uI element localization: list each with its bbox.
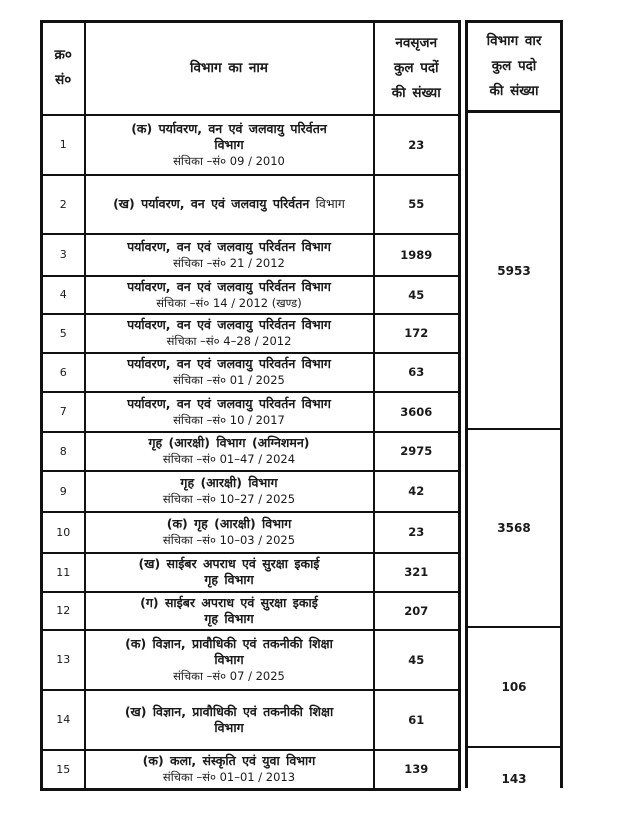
header-new-posts-line2: कुल पदों (393, 59, 439, 76)
serial-number-cell: 8 (42, 432, 85, 471)
table-row (42, 175, 460, 234)
department-name: (ख) साईबर अपराध एवं सुरक्षा इकाई (138, 556, 320, 571)
new-posts-count-cell: 321 (374, 553, 460, 592)
header-new-posts-line1: नवसृजन (395, 34, 438, 51)
header-new-posts-line3: की संख्या (391, 84, 441, 101)
department-name: (क) कला, संस्कृति एवं युवा विभाग (142, 753, 316, 769)
department-name-cell (85, 690, 374, 750)
table-row (42, 592, 460, 630)
file-number: संचिका –सं० 10–27 / 2025 (162, 492, 296, 506)
new-posts-count-cell: 23 (374, 512, 460, 553)
file-number: संचिका –सं० 01 / 2025 (173, 373, 285, 387)
department-name-cell (85, 750, 374, 790)
department-name: गृह (आरक्षी) विभाग (अग्निशमन) (148, 435, 310, 450)
group-total-cell: 5953 (468, 113, 560, 430)
posts-table (40, 20, 563, 791)
serial-number-cell: 11 (42, 553, 85, 592)
department-name-cell (85, 314, 374, 353)
table-row (42, 353, 460, 392)
table-row (42, 553, 460, 592)
serial-number-cell: 9 (42, 471, 85, 512)
table-row (42, 471, 460, 512)
department-name: (ख) पर्यावरण, वन एवं जलवायु परिर्वतन (113, 196, 310, 211)
group-total-cell: 3568 (468, 430, 560, 628)
group-totals-body (465, 113, 563, 788)
file-number: संचिका –सं० 01–01 / 2013 (162, 770, 296, 785)
new-posts-count-cell: 139 (374, 750, 460, 790)
department-name-cell (85, 234, 374, 276)
department-name-cell (85, 592, 374, 630)
department-name-cell (85, 175, 374, 234)
serial-number-cell: 13 (42, 630, 85, 690)
serial-number-cell: 10 (42, 512, 85, 553)
department-name-cell (85, 276, 374, 314)
header-new-posts-count (374, 22, 460, 115)
department-name: (ग) साईबर अपराध एवं सुरक्षा इकाई (140, 594, 318, 610)
header-dept-total-line2: कुल पदो (491, 58, 537, 74)
table-row (42, 630, 460, 690)
department-name-line2: विभाग (214, 136, 244, 152)
header-serial-line2: सं० (55, 72, 72, 89)
department-name-light: विभाग (315, 196, 345, 211)
serial-number-cell: 7 (42, 392, 85, 432)
department-name: पर्यावरण, वन एवं जलवायु परिर्वतन विभाग (127, 238, 331, 254)
new-posts-count-cell: 42 (374, 471, 460, 512)
department-name: पर्यावरण, वन एवं जलवायु परिर्वतन विभाग (127, 317, 331, 332)
table-row (42, 690, 460, 750)
new-posts-count-cell: 207 (374, 592, 460, 630)
department-name: पर्यावरण, वन एवं जलवायु परिवर्तन विभाग (127, 356, 331, 371)
table-row (42, 314, 460, 353)
department-name-cell (85, 471, 374, 512)
new-posts-count-cell: 1989 (374, 234, 460, 276)
department-name-cell (85, 353, 374, 392)
department-name-cell (85, 630, 374, 690)
table-row (42, 392, 460, 432)
serial-number-cell: 6 (42, 353, 85, 392)
department-name-cell (85, 553, 374, 592)
new-posts-count-cell: 45 (374, 276, 460, 314)
serial-number-cell: 1 (42, 115, 85, 175)
serial-number-cell: 3 (42, 234, 85, 276)
header-department-wise-total (465, 20, 563, 113)
serial-number-cell: 5 (42, 314, 85, 353)
header-department-name: विभाग का नाम (85, 22, 374, 115)
department-name: (क) विज्ञान, प्रावौधिकी एवं तकनीकी शिक्षा (125, 635, 333, 651)
file-number: संचिका –सं० 01–47 / 2024 (162, 452, 296, 466)
department-name: (क) पर्यावरण, वन एवं जलवायु परिर्वतन (131, 120, 327, 136)
header-serial-number (42, 22, 85, 115)
main-table (40, 20, 461, 791)
department-name: पर्यावरण, वन एवं जलवायु परिवर्तन विभाग (127, 395, 331, 411)
table-row (42, 512, 460, 553)
department-wise-total-column (465, 20, 563, 788)
header-row (42, 22, 460, 115)
serial-number-cell: 2 (42, 175, 85, 234)
new-posts-count-cell: 55 (374, 175, 460, 234)
new-posts-count-cell: 63 (374, 353, 460, 392)
department-name: (क) गृह (आरक्षी) विभाग (166, 516, 292, 531)
department-name-cell (85, 432, 374, 471)
department-name-cell (85, 392, 374, 432)
table-row (42, 432, 460, 471)
serial-number-cell: 15 (42, 750, 85, 790)
department-name-cell (85, 512, 374, 553)
group-total-cell: 143 (501, 772, 527, 786)
new-posts-count-cell: 3606 (374, 392, 460, 432)
department-name-line2: विभाग (214, 719, 244, 735)
table-row (42, 115, 460, 175)
header-dept-total-line3: की संख्या (489, 83, 539, 99)
serial-number-cell: 14 (42, 690, 85, 750)
department-name: (ख) विज्ञान, प्रावौधिकी एवं तकनीकी शिक्षा (124, 703, 334, 719)
file-number: संचिका –सं० 10 / 2017 (173, 412, 285, 427)
table-row (42, 234, 460, 276)
group-total-cell: 106 (468, 628, 560, 748)
department-name-cell (85, 115, 374, 175)
file-number: संचिका –सं० 09 / 2010 (173, 153, 285, 168)
header-serial-line1: क्र० (54, 47, 72, 64)
header-dept-total-line1: विभाग वार (486, 33, 542, 49)
serial-number-cell: 12 (42, 592, 85, 630)
department-name-line2: गृह विभाग (204, 610, 254, 626)
department-name-line2: गृह विभाग (204, 572, 254, 587)
department-name: पर्यावरण, वन एवं जलवायु परिर्वतन विभाग (127, 278, 331, 294)
new-posts-count-cell: 2975 (374, 432, 460, 471)
new-posts-count-cell: 172 (374, 314, 460, 353)
table-row (42, 750, 460, 790)
file-number: संचिका –सं० 07 / 2025 (173, 668, 285, 683)
new-posts-count-cell: 61 (374, 690, 460, 750)
file-number: संचिका –सं० 21 / 2012 (173, 255, 285, 270)
new-posts-count-cell: 45 (374, 630, 460, 690)
serial-number-cell: 4 (42, 276, 85, 314)
file-number: संचिका –सं० 4–28 / 2012 (166, 334, 292, 348)
file-number: संचिका –सं० 10–03 / 2025 (162, 533, 296, 547)
file-number: संचिका –सं० 14 / 2012 (खण्ड) (156, 295, 302, 310)
new-posts-count-cell: 23 (374, 115, 460, 175)
table-row (42, 276, 460, 314)
department-name: गृह (आरक्षी) विभाग (180, 475, 278, 490)
department-name-line2: विभाग (214, 651, 244, 667)
